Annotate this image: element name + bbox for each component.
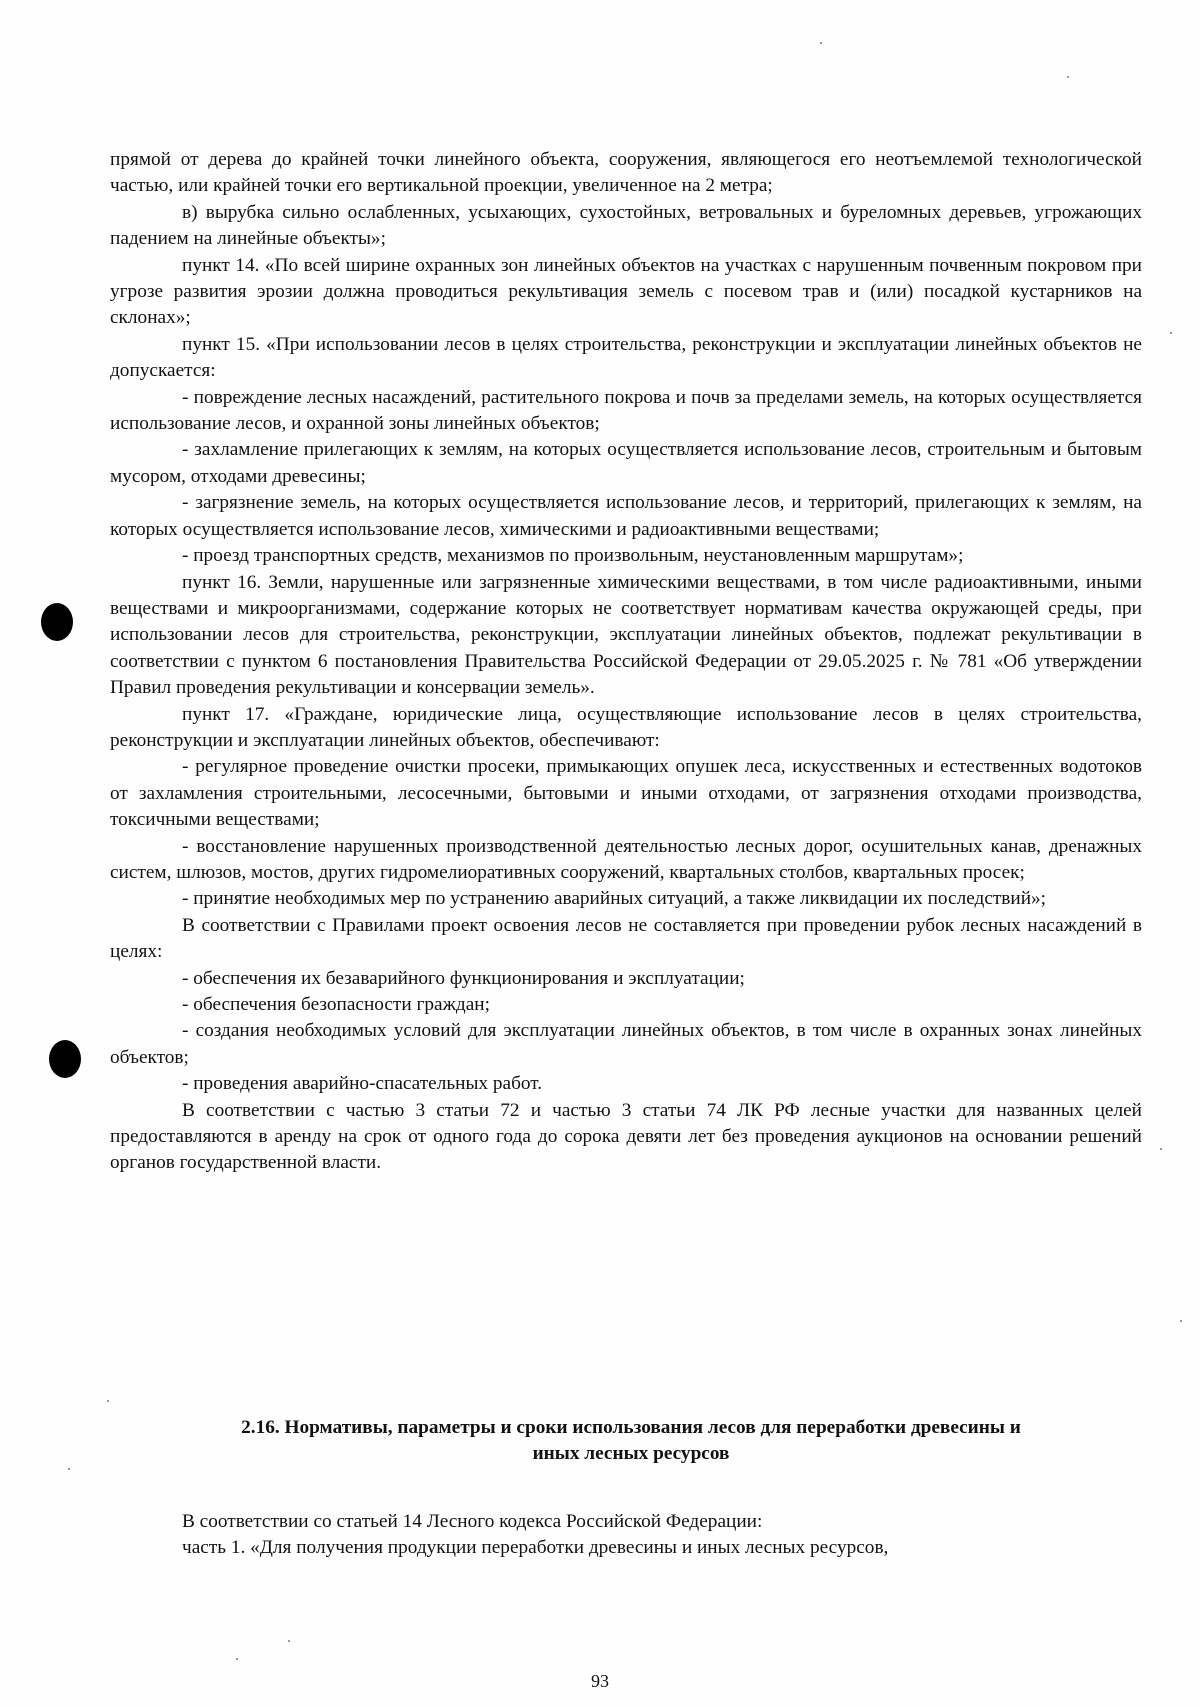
paragraph: пункт 16. Земли, нарушенные или загрязненные химическими веществами, в том числе радиоактивными, иными веществами и микроорганизмами, содержание которых не соответствует нормативам качества окружающей среды, при использовании лесов для строительства, реконструкции, эксплуатации линейных объектов, подлежат рекультивации в соответствии с пунктом 6 постановления Правительства Российской Федерации от 29.05.2025 г. № 781 «Об утверждении Правил проведения рекультивации и консервации земель». xyxy=(110,571,1142,699)
paragraph: в) вырубка сильно ослабленных, усыхающих, сухостойных, ветровальных и буреломных деревьев, угрожающих падением на линейные объекты»; xyxy=(110,201,1142,250)
scan-speck xyxy=(107,1400,109,1402)
page-number: 93 xyxy=(591,1671,609,1691)
punch-hole xyxy=(49,1040,81,1078)
paragraph: - принятие необходимых мер по устранению аварийных ситуаций, а также ликвидации их последствий»; xyxy=(182,888,1047,910)
paragraph: - захламление прилегающих к землям, на которых осуществляется использование лесов, строительным и бытовым мусором, отходами древесины; xyxy=(110,439,1142,487)
scan-speck xyxy=(288,1640,290,1642)
paragraph: пункт 15. «При использовании лесов в целях строительства, реконструкции и эксплуатации линейных объектов не допускается: xyxy=(110,333,1142,382)
document-body xyxy=(110,147,1142,1177)
punch-hole xyxy=(41,603,73,641)
paragraph: - проезд транспортных средств, механизмов по произвольным, неустановленным маршрутам»; xyxy=(182,545,964,567)
scan-speck xyxy=(820,42,822,44)
paragraph: - обеспечения их безаварийного функционирования и эксплуатации; xyxy=(182,967,745,989)
paragraph: пункт 14. «По всей ширине охранных зон линейных объектов на участках с нарушенным почвенным покровом при угрозе развития эрозии должна проводиться рекультивация земель с посевом трав и (или) посадкой кустарников на склонах»; xyxy=(110,254,1142,329)
scan-speck xyxy=(236,1658,238,1660)
scan-speck xyxy=(1180,1320,1182,1322)
paragraph: - восстановление нарушенных производственной деятельностью лесных дорог, осушительных канав, дренажных систем, шлюзов, мостов, других гидромелиоративных сооружений, квартальных столбов, квартальных просек; xyxy=(110,835,1142,883)
paragraph: - загрязнение земель, на которых осуществляется использование лесов, и территорий, прилегающих к землям, на которых осуществляется использование лесов, химическими и радиоактивными веществами; xyxy=(110,492,1142,540)
paragraph: В соответствии с частью 3 статьи 72 и частью 3 статьи 74 ЛК РФ лесные участки для названных целей предоставляются в аренду на срок от одного года до сорока девяти лет без проведения аукционов на основании решений органов государственной власти. xyxy=(110,1099,1142,1174)
paragraph: - регулярное проведение очистки просеки, примыкающих опушек леса, искусственных и естественных водотоков от захламления строительными, лесосечными, бытовыми и иными отходами, от загрязнения отходами производства, токсичными веществами; xyxy=(110,756,1142,831)
paragraph: - создания необходимых условий для эксплуатации линейных объектов, в том числе в охранных зонах линейных объектов; xyxy=(110,1020,1142,1068)
paragraph: прямой от дерева до крайней точки линейного объекта, сооружения, являющегося его неотъемлемой технологической частью, или крайней точки его вертикальной проекции, увеличенное на 2 метра; xyxy=(110,149,1142,197)
section-heading-line: 2.16. Нормативы, параметры и сроки использования лесов для переработки древесины и xyxy=(241,1417,1021,1438)
paragraph: В соответствии со статьей 14 Лесного кодекса Российской Федерации: xyxy=(182,1511,763,1532)
section-body xyxy=(110,1509,1142,1562)
section-heading xyxy=(120,1415,1142,1468)
paragraph: - обеспечения безопасности граждан; xyxy=(182,994,490,1015)
scan-speck xyxy=(1160,1148,1162,1150)
section-heading-line: иных лесных ресурсов xyxy=(532,1443,730,1465)
scan-speck xyxy=(1170,332,1172,334)
paragraph: пункт 17. «Граждане, юридические лица, осуществляющие использование лесов в целях строительства, реконструкции и эксплуатации линейных объектов, обеспечивают: xyxy=(110,703,1142,751)
scan-speck xyxy=(1067,76,1069,78)
scan-speck xyxy=(68,1468,70,1470)
paragraph: - повреждение лесных насаждений, растительного покрова и почв за пределами земель, на которых осуществляется использование лесов, и охранной зоны линейных объектов; xyxy=(110,386,1142,435)
paragraph: В соответствии с Правилами проект освоения лесов не составляется при проведении рубок лесных насаждений в целях: xyxy=(110,914,1142,963)
paragraph: часть 1. «Для получения продукции переработки древесины и иных лесных ресурсов, xyxy=(182,1537,889,1559)
paragraph: - проведения аварийно-спасательных работ. xyxy=(182,1073,543,1095)
